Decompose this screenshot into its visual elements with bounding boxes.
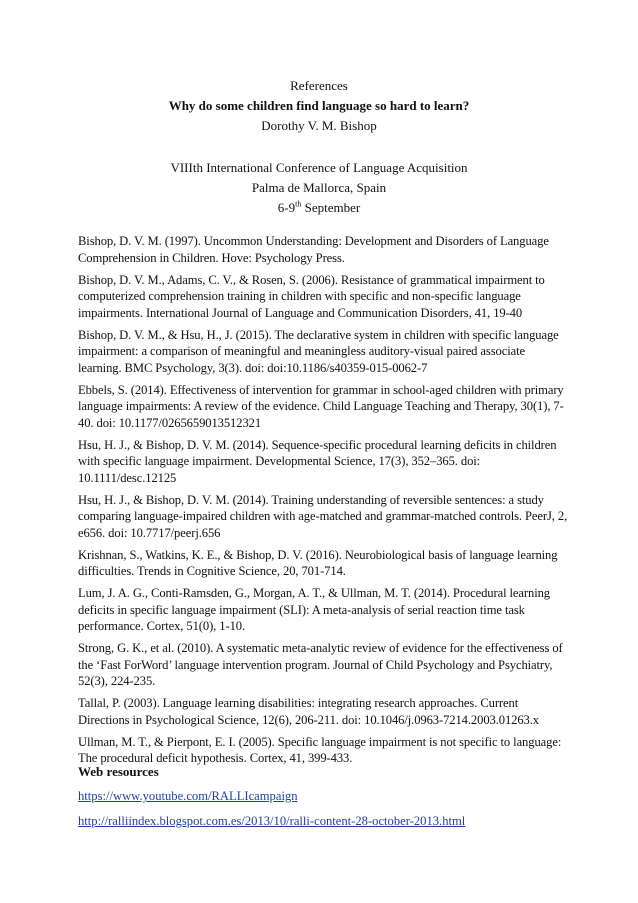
web-resources-heading: Web resources	[78, 764, 159, 779]
reference-item: Bishop, D. V. M. (1997). Uncommon Understanding: Development and Disorders of Language Comprehension in Children. Hove: Psychology Press.	[78, 234, 549, 265]
youtube-link[interactable]: https://www.youtube.com/RALLIcampaign	[78, 789, 298, 803]
web-resources-section	[78, 764, 578, 838]
header-spacer	[0, 133, 638, 160]
conference-date	[0, 200, 638, 215]
reference-list	[78, 233, 568, 772]
reference-item: Ullman, M. T., & Pierpont, E. I. (2005). Specific language impairment is not specific to language: The procedural deficit hypothesis. Cortex, 41, 399-433.	[78, 734, 562, 765]
document-header	[0, 78, 638, 215]
reference-item: Tallal, P. (2003). Language learning disabilities: integrating research approaches. Current Directions in Psychological Science, 12(6), 206-211. doi: 10.1046/j.0963-7214.2003.01263.x	[78, 696, 539, 727]
conference-name: VIIIth International Conference of Language Acquisition	[170, 160, 468, 175]
date-day: 6-9	[277, 200, 296, 215]
reference-item: Hsu, H. J., & Bishop, D. V. M. (2014). Sequence-specific procedural learning deficits in children with specific language impairment. Developmental Science, 17(3), 352–365. doi: 10.1111/desc.12125	[78, 437, 557, 485]
date-suffix: th	[295, 199, 302, 209]
section-label: References	[290, 78, 348, 93]
reference-item: Strong, G. K., et al. (2010). A systematic meta-analytic review of evidence for the effectiveness of the ‘Fast ForWord’ language intervention program. Journal of Child Psychology and Psychiatry, 52(3), 224-235.	[78, 641, 563, 688]
reference-item: Hsu, H. J., & Bishop, D. V. M. (2014). Training understanding of reversible sentences: a study comparing language-impaired children with age-matched and grammar-matched controls. PeerJ, 2, e656. doi: 10.7717/peerj.656	[78, 492, 568, 540]
reference-item: Bishop, D. V. M., Adams, C. V., & Rosen, S. (2006). Resistance of grammatical impairment to computerized comprehension training in children with specific and non-specific language impairments. International Journal of Language and Communication Disorders, 41, 19-40	[78, 272, 545, 320]
reference-item: Bishop, D. V. M., & Hsu, H., J. (2015). The declarative system in children with specific language impairment: a comparison of meaningful and meaningless auditory-visual paired associate learning. BMC Psychology, 3(3). doi: doi:10.1186/s40359-015-0062-7	[78, 327, 559, 375]
conference-location: Palma de Mallorca, Spain	[251, 180, 387, 195]
reference-item: Krishnan, S., Watkins, K. E., & Bishop, D. V. (2016). Neurobiological basis of language learning difficulties. Trends in Cognitive Science, 20, 701-714.	[78, 547, 558, 578]
author-name: Dorothy V. M. Bishop	[261, 118, 377, 133]
reference-item: Lum, J. A. G., Conti-Ramsden, G., Morgan, A. T., & Ullman, M. T. (2014). Procedural learning deficits in specific language impairment (SLI): A meta-analysis of serial reaction time task performance. Cortex, 51(0), 1-10.	[78, 586, 550, 633]
document-title: Why do some children find language so hard to learn?	[168, 98, 470, 113]
date-month: September	[301, 200, 361, 215]
reference-item: Ebbels, S. (2014). Effectiveness of intervention for grammar in school-aged children with primary language impairments: A review of the evidence. Child Language Teaching and Therapy, 30(1), 7-40. doi: 10.1177/0265659013512321	[78, 382, 564, 430]
blog-link[interactable]: http://ralliindex.blogspot.com.es/2013/10/ralli-content-28-october-2013.html	[78, 814, 466, 828]
